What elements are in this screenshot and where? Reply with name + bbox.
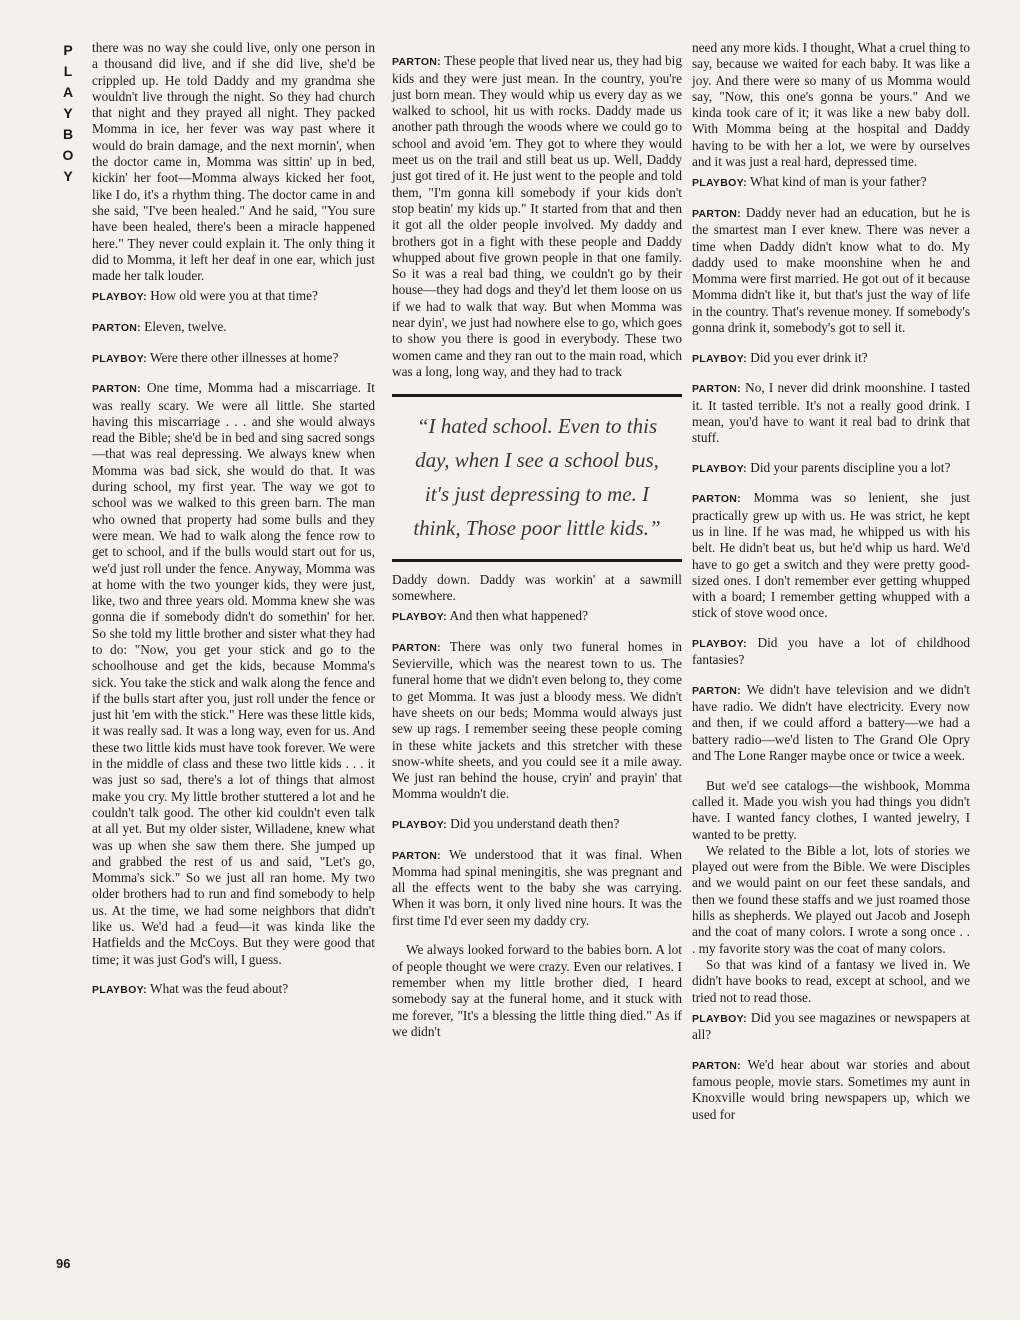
sidebar-letter: Y [63, 168, 73, 184]
sidebar-letter: B [62, 126, 74, 142]
interview-exchange [92, 350, 375, 367]
interview-exchange [392, 847, 682, 929]
paragraph-text: Momma was so lenient, she just practically grew up with us. He was strict, he kept us in line. If he was mad, he whipped us with his belt. He didn't beat us, but he'd whip us hard. We'd have to go get a switch and they were pretty good-sized ones. I don't remember ever getting whupped with a board; I remember getting whupped with a stick of stove wood once. [692, 490, 970, 621]
paragraph-text: Did you understand death then? [450, 815, 620, 831]
paragraph-text: there was no way she could live, only one person in a thousand did live, and if she did live, she'd be crippled up. He told Daddy and my grandma she wouldn't live through the night. So they had church that night and they prayed all night. They packed Momma in ice, her fever was way past where it would do brain damage, and the next mornin', when the doctor came in, Momma was sittin' up in bed, kickin' her foot—Momma always kicked her foot, like I do, it's a rhythm thing. The doctor came in and she said, "I've been healed." And he said, "You sure have been healed, there's been a miracle happened here." They never could explain it. The only thing it did to Momma, it left her deaf in one ear, which just made her talk louder. [92, 40, 375, 284]
paragraph [392, 942, 682, 1040]
speaker-label: PLAYBOY: [692, 352, 747, 365]
speaker-label: PARTON: [692, 684, 741, 697]
paragraph-text: Daddy down. Daddy was workin' at a sawmill somewhere. [392, 571, 682, 603]
interview-exchange [692, 682, 970, 764]
paragraph-text: We understood that it was final. When Momma had spinal meningitis, she was pregnant and all the effects went to the baby she was carrying. When it was born, it only lived nine hours. It was the first time I'd ever seen my daddy cry. [392, 846, 682, 928]
paragraph-text: How old were you at that time? [150, 288, 318, 304]
interview-exchange [692, 380, 970, 446]
paragraph-text: Did you ever drink it? [750, 349, 868, 365]
paragraph [692, 778, 970, 843]
speaker-label: PARTON: [692, 383, 741, 396]
interview-exchange [692, 1057, 970, 1123]
paragraph [692, 957, 970, 1006]
interview-exchange [692, 205, 970, 336]
paragraph-text: Did you have a lot of childhood fantasies? [692, 634, 970, 668]
interview-exchange [92, 319, 375, 336]
interview-exchange [392, 816, 682, 833]
interview-exchange [692, 635, 970, 669]
paragraph-text: What was the feud about? [150, 981, 289, 997]
paragraph-text: Did you see magazines or newspapers at all? [692, 1009, 970, 1043]
sidebar-letter: O [62, 147, 74, 163]
speaker-label: PLAYBOY: [692, 637, 747, 650]
interview-exchange [692, 490, 970, 621]
speaker-label: PLAYBOY: [692, 177, 747, 190]
speaker-label: PARTON: [92, 383, 141, 396]
speaker-label: PARTON: [692, 493, 741, 506]
speaker-label: PARTON: [392, 849, 441, 862]
paragraph-text: But we'd see catalogs—the wishbook, Momma called it. Made you wish you had things you didn't have. I wanted fancy clothes, I wanted jewelry, I wanted to be pretty. [692, 777, 970, 842]
speaker-label: PLAYBOY: [392, 818, 447, 831]
paragraph-text: What kind of man is your father? [750, 174, 927, 190]
speaker-label: PARTON: [392, 56, 441, 69]
paragraph-text: These people that lived near us, they had big kids and they were just mean. In the country, you're just born mean. They would whip us every day as we walked to school, hit us with rocks. Daddy made us another path through the woods where we could go to school and avoid 'em. They got to where they would meet us on the trail and still beat us up. Well, Daddy just got tired of it. He just went to the people and told them, "I'm gonna kill somebody if your kids don't stop beatin' my kids up." It started from that and then it got all the older people involved. My daddy and brothers got in a fight with these people and Daddy whupped about five grown people in that one family. So it was a real bad thing, we couldn't go by their house—they had dogs and they'd let them loose on us if we had to walk that way. But when Momma was near dyin', we just had nowhere else to go, which goes to show you there is good in everybody. These two women came and they ran out to the main road, which was a long, long way, and they had to track [392, 53, 682, 379]
interview-exchange [692, 1010, 970, 1044]
interview-exchange [392, 608, 682, 625]
sidebar-letter: P [63, 42, 73, 58]
interview-exchange [692, 460, 970, 477]
sidebar-letter: A [62, 84, 74, 100]
paragraph [392, 572, 682, 605]
interview-exchange [92, 380, 375, 968]
speaker-label: PLAYBOY: [92, 352, 147, 365]
speaker-label: PARTON: [692, 1059, 741, 1072]
speaker-label: PARTON: [392, 641, 441, 654]
column-2 [392, 40, 682, 1040]
paragraph-text: There was only two funeral homes in Sevierville, which was the nearest town to us. The funeral home that we didn't even belong to, they come to get Momma. It was just a bloody mess. We didn't have sheets on our beds; Momma would always just sew up rags. I remember seeing these people coming in these white jackets and this stretcher with these snow-white sheets, and you could see it a mile away. We just ran behind the house, cryin' and prayin' that Momma wouldn't die. [392, 638, 683, 802]
interview-exchange [392, 639, 682, 803]
speaker-label: PARTON: [92, 322, 141, 335]
paragraph-text: Were there other illnesses at home? [150, 349, 339, 365]
paragraph-text: And then what happened? [449, 608, 588, 624]
speaker-label: PLAYBOY: [692, 1012, 747, 1025]
column-1 [92, 40, 375, 1012]
sidebar-letter: L [63, 63, 73, 79]
interview-exchange [392, 53, 682, 380]
paragraph [692, 40, 970, 170]
sidebar-letter: Y [63, 105, 73, 121]
page-number: 96 [56, 1256, 71, 1271]
paragraph [692, 843, 970, 957]
speaker-label: PARTON: [692, 207, 741, 220]
pull-quote: “I hated school. Even to this day, when I see a school bus, it's just depressing to me. I think, Those poor little kids.” [392, 394, 682, 562]
paragraph-text: need any more kids. I thought, What a cruel thing to say, because we waited for each baby. It was like a joy. And there were so many of us Momma would say, "Now, this one's gonna be yours." And we kinda took care of it; it was like a new baby doll. With Momma being at the hospital and Daddy having to be with her a lot, we were by ourselves and it was just a real hard, depressed time. [692, 40, 970, 170]
paragraph-text: No, I never did drink moonshine. I tasted it. It tasted terrible. It's not a really good drink. I mean, you'd have to want it real bad to drink that stuff. [692, 380, 971, 446]
paragraph-text: Did your parents discipline you a lot? [750, 459, 951, 475]
speaker-label: PLAYBOY: [92, 984, 147, 997]
paragraph-text: Daddy never had an education, but he is the smartest man I ever knew. There was never a time when Daddy didn't know what to do. My daddy used to make moonshine when he and Momma were first married. He got out of it because Momma didn't like it, but that's just the way of life in the country. That's revenue money. If somebody's gonna drink it, somebody's got to sell it. [692, 204, 970, 336]
paragraph-text: Eleven, twelve. [144, 319, 227, 335]
paragraph-text: One time, Momma had a miscarriage. It was really scary. We were all little. She started having this miscarriage . . . and she would always read the Bible; she'd be in bed and sing sacred songs—that was real depressing. We always knew when Momma was bad sick, she would do that. It was during school, my first year. The way we got to school was we walked to this green barn. The man who owned that property had some bulls and they were mean. We had to walk along the fence row to get to school, and if the bulls would start out for us, we'd just roll under the fence. Anyway, Momma was at home with the two younger kids, they were just, like, two and three years old. Momma knew she was gonna die if somebody didn't do somethin' for her. So she told my little brother and sister what they had to do: "Now, you get your stick and go to the schoolhouse and get the kids, because Momma's sick. You take the stick and walk along the fence and if the bulls start after you, just roll under the fence or just hit 'em with the stick." Here was these little kids, it was really sad. It was a long way, even for us. And these two little kids must have took forever. We were in the middle of class and these two little kids . . . it was just so sad, there's a lot of things that almost make you cry. My little brother stuttered a lot and he couldn't talk good. The other kid couldn't even talk at all yet. But my older sister, Willadene, knew what was up when she saw them there. She jumped up and grabbed the rest of us and said, "Let's go, Momma's sick." So we just all ran home. My two older brothers had to run and find somebody to help us. At the time, we had some neighbors that didn't like us. We'd had a feud—it was kinda like the Hatfields and the McCoys. But they were good that time; it was just God's will, I guess. [92, 380, 375, 967]
column-3 [692, 40, 970, 1136]
magazine-name-vertical [56, 40, 80, 187]
interview-exchange [92, 981, 375, 998]
paragraph-text: We didn't have television and we didn't have radio. We didn't have electricity. Every now and then, if we could afford a battery—we had a battery radio—we'd listen to The Grand Ole Opry and The Lone Ranger maybe once or twice a week. [692, 681, 970, 764]
speaker-label: PLAYBOY: [92, 291, 147, 304]
interview-exchange [692, 350, 970, 367]
paragraph-text: We related to the Bible a lot, lots of stories we played out were from the Bible. We were Disciples and we would paint on our feet these sandals, and then we found these staffs and we just roamed those hills as shepherds. We played out Jacob and Joseph and the coat of many colors. I wrote a song once . . . my favorite story was the coat of many colors. [692, 842, 970, 956]
paragraph-text: So that was kind of a fantasy we lived in. We didn't have books to read, except at school, and we tried not to read those. [692, 956, 970, 1005]
paragraph-text: We always looked forward to the babies born. A lot of people thought we were crazy. Even our relatives. I remember when my little brother died, I heard somebody say at the funeral home, and it stuck with me forever, "It's a blessing the little thing died." As if we didn't [392, 942, 682, 1039]
paragraph [92, 40, 375, 284]
speaker-label: PLAYBOY: [692, 462, 747, 475]
paragraph-text: We'd hear about war stories and about famous people, movie stars. Sometimes my aunt in Knoxville would bring newspapers up, which we used for [692, 1056, 970, 1122]
speaker-label: PLAYBOY: [392, 611, 447, 624]
interview-exchange [92, 288, 375, 305]
interview-exchange [692, 174, 970, 191]
